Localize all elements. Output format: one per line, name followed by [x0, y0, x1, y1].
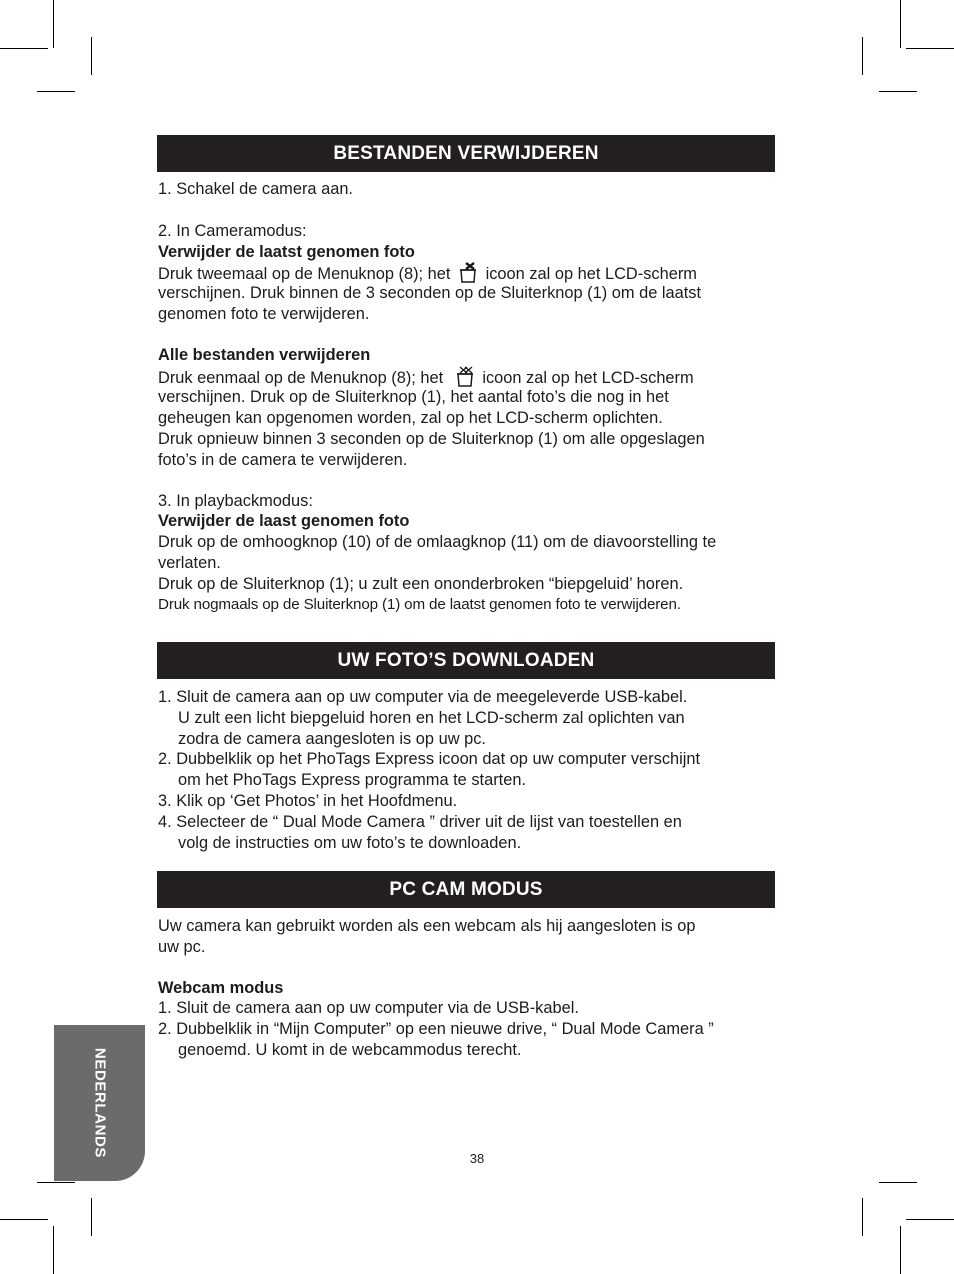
paragraph-line: Druk op de omhoogknop (10) of de omlaagknop (11) om de diavoorstelling te [158, 533, 717, 551]
list-item: 1. Sluit de camera aan op uw computer via de USB-kabel. [158, 999, 579, 1017]
list-item: 2. Dubbelklik op het PhoTags Express icoon dat op uw computer verschijnt [158, 750, 701, 768]
page-number: 38 [469, 1151, 485, 1166]
delete-all-icon [454, 366, 476, 388]
paragraph-line: verschijnen. Druk binnen de 3 seconden op de Sluiterknop (1) om de laatst [158, 284, 702, 302]
step-2: 2. In Cameramodus: [158, 222, 307, 240]
step-3: 3. In playbackmodus: [158, 492, 313, 510]
subheading-delete-all: Alle bestanden verwijderen [158, 346, 371, 364]
paragraph-line: verlaten. [158, 554, 221, 572]
delete-single-icon [457, 262, 479, 284]
step-1: 1. Schakel de camera aan. [158, 180, 353, 198]
paragraph-line: uw pc. [158, 938, 206, 956]
text-run: Druk tweemaal op de Menuknop (8); het [158, 265, 451, 283]
paragraph-line: Uw camera kan gebruikt worden als een webcam als hij aangesloten is op [158, 917, 696, 935]
list-item-continued: U zult een licht biepgeluid horen en het LCD-scherm zal oplichten van [178, 709, 685, 727]
list-item: 4. Selecteer de “ Dual Mode Camera ” driver uit de lijst van toestellen en [158, 813, 682, 831]
list-item: 1. Sluit de camera aan op uw computer via de meegeleverde USB-kabel. [158, 688, 688, 706]
paragraph-line [158, 262, 697, 284]
text-run: icoon zal op het LCD-scherm [482, 369, 694, 387]
language-tab-label: NEDERLANDS [91, 1047, 108, 1159]
list-item-continued: volg de instructies om uw foto’s te downloaden. [178, 834, 522, 852]
list-item-continued: genoemd. U komt in de webcammodus terecht. [178, 1041, 522, 1059]
paragraph-line: foto’s in de camera te verwijderen. [158, 451, 408, 469]
paragraph-line: Druk opnieuw binnen 3 seconden op de Sluiterknop (1) om alle opgeslagen [158, 430, 705, 448]
list-item: 3. Klik op ‘Get Photos’ in het Hoofdmenu. [158, 792, 458, 810]
paragraph-line: Druk op de Sluiterknop (1); u zult een ononderbroken “biepgeluid’ horen. [158, 575, 684, 593]
section-title-download: UW FOTO’S DOWNLOADEN [157, 642, 775, 679]
subheading-delete-last: Verwijder de laatst genomen foto [158, 243, 415, 261]
subheading-webcam: Webcam modus [158, 979, 284, 997]
subheading-delete-playback: Verwijder de laast genomen foto [158, 512, 410, 530]
paragraph-line [158, 366, 694, 388]
text-run: icoon zal op het LCD-scherm [485, 265, 697, 283]
list-item-continued: zodra de camera aangesloten is op uw pc. [178, 730, 486, 748]
paragraph-line: verschijnen. Druk op de Sluiterknop (1), het aantal foto’s die nog in het [158, 388, 669, 406]
section-title-pccam: PC CAM MODUS [157, 871, 775, 908]
list-item: 2. Dubbelklik in “Mijn Computer” op een nieuwe drive, “ Dual Mode Camera ” [158, 1020, 714, 1038]
text-run: Druk eenmaal op de Menuknop (8); het [158, 369, 444, 387]
paragraph-line: geheugen kan opgenomen worden, zal op het LCD-scherm oplichten. [158, 409, 663, 427]
paragraph-line: Druk nogmaals op de Sluiterknop (1) om de laatst genomen foto te verwijderen. [158, 596, 681, 613]
list-item-continued: om het PhoTags Express programma te starten. [178, 771, 527, 789]
section-title-delete: BESTANDEN VERWIJDEREN [157, 135, 775, 172]
paragraph-line: genomen foto te verwijderen. [158, 305, 370, 323]
